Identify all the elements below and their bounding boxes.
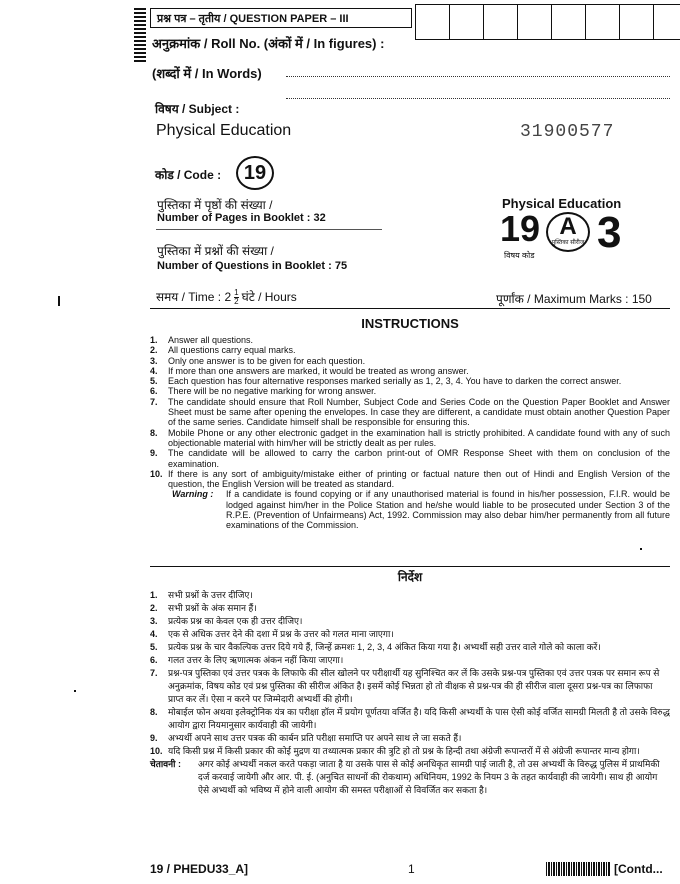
code-value: 19 xyxy=(236,156,274,190)
item-number: 9. xyxy=(150,733,158,743)
code-label: कोड / Code : xyxy=(155,168,222,182)
list-item xyxy=(150,428,670,449)
roll-digit-box[interactable] xyxy=(653,4,680,40)
max-marks: पूर्णांक / Maximum Marks : 150 xyxy=(496,292,652,306)
item-number: 10. xyxy=(150,468,163,479)
instructions-list xyxy=(150,335,670,489)
paper-label: प्रश्न पत्र – तृतीय / QUESTION PAPER – III xyxy=(150,8,412,28)
roll-number-boxes[interactable] xyxy=(416,4,680,40)
item-number: 3. xyxy=(150,616,158,626)
serial-number: 31900577 xyxy=(520,122,615,142)
subject-label: विषय / Subject : xyxy=(155,102,240,116)
item-number: 6. xyxy=(150,386,158,397)
item-text: Answer all questions. xyxy=(168,335,254,345)
item-text: Only one answer is to be given for each question. xyxy=(168,355,366,366)
item-text: यदि किसी प्रश्न में किसी प्रकार की कोई मुद्रण या तथ्यात्मक प्रकार की त्रुटि हो तो प्रश्न के हिन्दी तथा अंग्रेजी रूपान्तरों में से अंग्रेजी रूपान्तर मान्य होगा। xyxy=(168,746,640,756)
roll-digit-box[interactable] xyxy=(551,4,586,40)
in-words-field[interactable] xyxy=(286,76,670,77)
item-text: प्रत्येक प्रश्न का केवल एक ही उत्तर दीजिए। xyxy=(168,616,303,626)
roll-digit-box[interactable] xyxy=(483,4,518,40)
scan-mark xyxy=(58,296,60,306)
list-item xyxy=(150,366,670,376)
list-item xyxy=(150,386,670,396)
hindi-warning-label: चेतावनी : xyxy=(150,759,182,769)
brand-code-sub: विषय कोड xyxy=(504,251,535,260)
warning-label: Warning : xyxy=(172,489,214,500)
item-text: All questions carry equal marks. xyxy=(168,345,296,356)
footer-page: 1 xyxy=(408,862,415,876)
item-text: प्रत्येक प्रश्न के चार वैकल्पिक उत्तर दिये गये हैं, जिन्हें क्रमशः 1, 2, 3, 4 अंकित किया गया है। अभ्यर्थी सही उत्तर वाले गोले को काला करें। xyxy=(168,642,601,652)
list-item xyxy=(150,745,670,758)
list-item xyxy=(150,732,670,745)
roll-no-label: अनुक्रमांक / Roll No. (अंकों में / In figures) : xyxy=(152,36,385,51)
item-text: If more than one answers are marked, it would be treated as wrong answer. xyxy=(168,365,469,376)
footer-barcode xyxy=(546,862,610,876)
side-barcode xyxy=(134,8,146,64)
divider-line xyxy=(156,229,382,230)
list-item xyxy=(150,628,670,641)
list-item xyxy=(150,602,670,615)
item-number: 5. xyxy=(150,376,158,387)
brand-series-badge xyxy=(546,212,590,252)
item-text: मोबाईल फोन अथवा इलेक्ट्रोनिक यंत्र का परीक्षा हॉल में प्रयोग पूर्णतया वर्जित है। यदि किसी अभ्यर्थी के पास ऐसी कोई वर्जित सामग्री मिलती है तो उसके विरुद्ध आयोग द्वारा नियमानुसार कार्यवाही की जायेगी। xyxy=(168,707,670,730)
roll-digit-box[interactable] xyxy=(585,4,620,40)
list-item xyxy=(150,615,670,628)
item-number: 3. xyxy=(150,355,158,366)
item-text: Mobile Phone or any other electronic gadget in the examination hall is strictly prohibited. A candidate found with any of such objectionable material with him/her will be strictly dealt as per rules. xyxy=(168,427,670,448)
item-text: The candidate will be allowed to carry the carbon print-out of OMR Response Sheet with them on conclusion of the examination. xyxy=(168,448,670,469)
subject-value: Physical Education xyxy=(156,122,292,139)
brand-title: Physical Education xyxy=(502,196,622,211)
hindi-warning-text: अगर कोई अभ्यर्थी नकल करते पकड़ा जाता है या उसके पास से कोई अनधिकृत सामग्री पाई जाती है, तो उस अभ्यर्थी के विरुद्ध पुलिस में प्राथमिकी दर्ज करवाई जायेगी और आर. पी. ई. (अनुचित साधनों की रोकथाम) अधिनियम, 1992 के नियम 3 के तहत कार्यवाही की जायेगी। साथ ही आयोग ऐसे अभ्यर्थी को भविष्य में होने वाली आयोग की समस्त परीक्षाओं से विवर्जित कर सकता है। xyxy=(198,759,660,795)
time-fraction xyxy=(234,289,238,306)
brand-series: A xyxy=(559,213,577,240)
questions-label-hi: पुस्तिका में प्रश्नों की संख्या / xyxy=(157,244,274,258)
roll-digit-box[interactable] xyxy=(415,4,450,40)
list-item xyxy=(150,589,670,602)
time-row xyxy=(156,288,297,306)
item-number: 4. xyxy=(150,365,158,376)
list-item xyxy=(150,667,670,706)
time-label: समय / Time : 2 xyxy=(156,290,232,304)
item-number: 7. xyxy=(150,668,158,678)
in-words-field-2[interactable] xyxy=(286,98,670,99)
item-number: 10. xyxy=(150,746,163,756)
instructions-title: INSTRUCTIONS xyxy=(361,316,459,331)
hindi-warning-block xyxy=(150,758,670,797)
list-item xyxy=(150,641,670,654)
item-number: 1. xyxy=(150,335,158,345)
item-number: 7. xyxy=(150,396,158,407)
item-text: अभ्यर्थी अपने साथ उत्तर पत्रक की कार्बन प्रति परीक्षा समाप्ति पर अपने साथ ले जा सकते हैं। xyxy=(168,733,462,743)
item-number: 8. xyxy=(150,427,158,438)
list-item xyxy=(150,654,670,667)
list-item xyxy=(150,376,670,386)
questions-label-en: Number of Questions in Booklet : 75 xyxy=(157,260,348,272)
list-item xyxy=(150,448,670,469)
item-text: गलत उत्तर के लिए ऋणात्मक अंकन नहीं किया जाएगा। xyxy=(168,655,344,665)
item-number: 6. xyxy=(150,655,158,665)
list-item xyxy=(150,356,670,366)
item-text: Each question has four alternative responses marked serially as 1, 2, 3, 4. You have to darken the correct answer. xyxy=(168,376,622,387)
item-text: सभी प्रश्नों के उत्तर दीजिए। xyxy=(168,590,253,600)
time-frac-num: 1 xyxy=(234,288,239,298)
footer-contd: [Contd... xyxy=(614,862,663,876)
roll-digit-box[interactable] xyxy=(619,4,654,40)
hindi-section xyxy=(150,568,670,797)
item-number: 2. xyxy=(150,345,158,356)
warning-block xyxy=(150,489,670,530)
hindi-title: निर्देश xyxy=(397,570,423,584)
item-text: प्रश्न-पत्र पुस्तिका एवं उत्तर पत्रक के लिफाफे की सील खोलने पर परीक्षार्थी यह सुनिश्चित कर लें कि उसके प्रश्न-पत्र पुस्तिका एवं उत्तर पत्रक पर समान रूप से अनुक्रमांक, विषय कोड एवं प्रश्न पुस्तिका की सीरीज अंकित है। इसमें कोई भिन्नता हो तो वीक्षक से प्रश्न-पत्र की ही सीरीज वाला दूसरा प्रश्न-पत्र का लिफाफा प्राप्त कर लें। ऐसा न करने पर जिम्मेदारी अभ्यर्थी की होगी। xyxy=(168,668,660,704)
roll-digit-box[interactable] xyxy=(517,4,552,40)
item-text: There will be no negative marking for wrong answer. xyxy=(168,386,377,397)
item-number: 5. xyxy=(150,642,158,652)
item-text: The candidate should ensure that Roll Number, Subject Code and Series Code on the Question Paper Booklet and Answer Sheet must be same after opening the envelopes. In case they are different, a candidate must obtain another Question Paper of the same series. Candidate himself shall be responsible for ensuring this. xyxy=(168,396,670,428)
roll-digit-box[interactable] xyxy=(449,4,484,40)
footer-code: 19 / PHEDU33_A] xyxy=(150,862,249,876)
section-divider xyxy=(150,308,670,309)
item-number: 8. xyxy=(150,707,158,717)
list-item xyxy=(150,397,670,428)
item-number: 9. xyxy=(150,448,158,459)
in-words-label: (शब्दों में / In Words) xyxy=(152,66,262,81)
list-item xyxy=(150,706,670,732)
brand-paper: 3 xyxy=(597,208,622,257)
instructions-section xyxy=(150,316,670,531)
section-divider-2 xyxy=(150,566,670,567)
list-item xyxy=(150,469,670,490)
warning-text: If a candidate is found copying or if any unauthorised material is found in his/her possession, F.I.R. would be lodged against him/her in the Police Station and he/she would liable to be prosecuted under Section 3 of the R.P.E. (Prevention of Unfairmeans) Act, 1992. Commission may also debar him/her permanently from all future examinations of the Commission. xyxy=(226,489,670,531)
time-unit: घंटे / Hours xyxy=(241,290,297,304)
item-text: एक से अधिक उत्तर देने की दशा में प्रश्न के उत्तर को गलत माना जाएगा। xyxy=(168,629,394,639)
item-number: 4. xyxy=(150,629,158,639)
list-item xyxy=(150,335,670,345)
item-text: If there is any sort of ambiguity/mistake either of printing or factual nature then out of Hindi and English Version of the question, the English Version will be treated as standard. xyxy=(168,468,670,490)
scan-mark xyxy=(640,548,642,550)
list-item xyxy=(150,345,670,355)
brand-series-sub: पुस्तिका सीरीज xyxy=(551,240,585,246)
item-text: सभी प्रश्नों के अंक समान हैं। xyxy=(168,603,257,613)
item-number: 2. xyxy=(150,603,158,613)
brand-code: 19 xyxy=(500,208,541,249)
pages-label-en: Number of Pages in Booklet : 32 xyxy=(157,212,326,224)
hindi-list xyxy=(150,589,670,758)
item-number: 1. xyxy=(150,590,158,600)
time-frac-den: 2 xyxy=(234,297,239,307)
pages-label-hi: पुस्तिका में पृष्ठों की संख्या / xyxy=(157,198,273,212)
scan-mark xyxy=(74,690,76,692)
